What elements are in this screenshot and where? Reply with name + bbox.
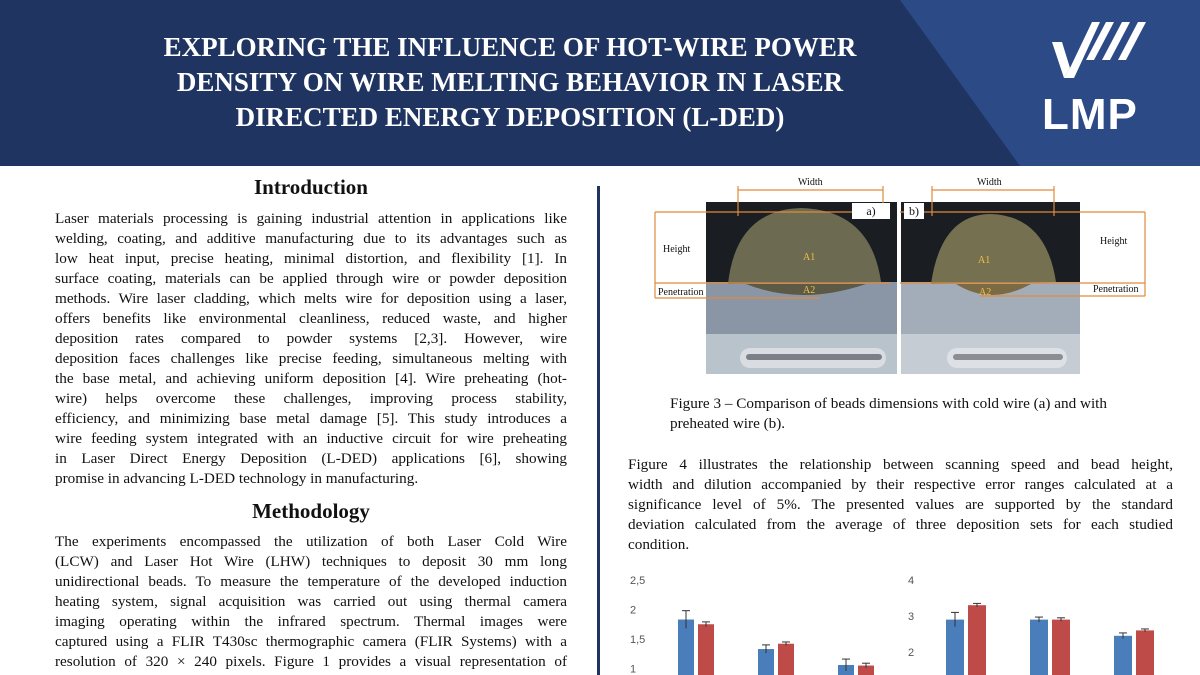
text-line: (LCW) and Laser Hot Wire (LHW) techniques to deposit 30 mm long	[55, 553, 567, 570]
y-tick-label: 4	[908, 575, 915, 587]
text-line: deposition rates compared to powder systems [2,3]. However, wire	[55, 330, 567, 347]
height-label-b: Height	[1100, 236, 1128, 247]
figure3-dimension-lines	[640, 178, 1160, 378]
caption-line: Figure 3 – Comparison of beads dimensions with cold wire (a) and with	[670, 395, 1107, 412]
poster-title-line-1: EXPLORING THE INFLUENCE OF HOT-WIRE POWER	[163, 32, 857, 62]
area1-label-a: A1	[803, 252, 816, 263]
text-line: promise in advancing L-DED technology in manufacturing.	[55, 470, 419, 487]
width-label-a: Width	[798, 177, 823, 188]
poster-title-line-2: DENSITY ON WIRE MELTING BEHAVIOR IN LASER	[176, 67, 844, 97]
text-line: heating system, signal acquisition was carried out using thermal camera	[55, 593, 567, 610]
y-tick-label: 2	[908, 647, 915, 659]
area2-label-b: A2	[979, 287, 992, 298]
introduction-heading: Introduction	[254, 175, 368, 199]
bar	[1030, 620, 1048, 675]
figure3-caption	[670, 394, 1170, 434]
text-line: in Laser Direct Energy Deposition (L-DED) applications [6], showing	[55, 450, 567, 467]
text-line: significance level of 5%. The presented values are supported by the standard	[628, 496, 1173, 513]
text-line: welding, coating, and additive manufacturing due to its advantages such as	[55, 230, 567, 247]
bar	[1136, 630, 1154, 675]
text-line: Figure 4 illustrates the relationship between scanning speed and bead height,	[628, 456, 1173, 473]
text-line: The experiments encompassed the utilization of both Laser Cold Wire	[55, 533, 567, 550]
bar	[1052, 620, 1070, 675]
introduction-text	[55, 209, 567, 489]
bar	[1114, 636, 1132, 675]
text-line: wire feeding system integrated with an inductive circuit for wire preheating	[55, 430, 567, 447]
methodology-text	[55, 532, 567, 672]
bead-height-chart	[620, 568, 895, 675]
height-label-a: Height	[663, 244, 691, 255]
text-line: unidirectional beads. To measure the temperature of the developed induction	[55, 573, 567, 590]
text-line: deposition faces challenges like precise feeding, simultaneous melting with	[55, 350, 567, 367]
width-label-b: Width	[977, 177, 1002, 188]
figure4-description	[628, 455, 1173, 555]
poster-title-line-3: DIRECTED ENERGY DEPOSITION (L-DED)	[235, 102, 785, 132]
text-line: efficiency, and minimizing base metal damage [5]. This study introduces a	[55, 410, 567, 427]
area1-label-b: A1	[978, 255, 991, 266]
panel-a-label: a)	[852, 203, 890, 219]
area2-label-a: A2	[803, 285, 816, 296]
lmp-logo-mark-icon	[1040, 20, 1160, 90]
y-tick-label: 2	[630, 604, 637, 617]
penetration-label-b: Penetration	[1093, 284, 1139, 295]
text-line: offers benefits like environmental cleanliness, reduced waste, and higher	[55, 310, 567, 327]
text-line: width and dilution accompanied by their respective error ranges calculated at a	[628, 476, 1173, 493]
lmp-logo-text: LMP	[1042, 90, 1138, 139]
bar	[968, 605, 986, 675]
text-line: methods. Wire laser cladding, which melts wire for deposition using a laser,	[55, 290, 567, 307]
text-line: surface coating, materials can be applied through wire or powder deposition	[55, 270, 567, 287]
text-line: Laser materials processing is gaining industrial attention in applications like	[55, 210, 567, 227]
methodology-heading: Methodology	[252, 499, 370, 523]
text-line: low heat input, precise heating, minimal distortion, and flexibility [1]. In	[55, 250, 567, 267]
text-line: condition.	[628, 536, 690, 553]
y-tick-label: 2,5	[630, 575, 646, 587]
bar	[698, 624, 714, 675]
caption-line: preheated wire (b).	[670, 415, 786, 432]
column-divider	[597, 186, 600, 675]
y-tick-label: 3	[908, 611, 915, 623]
penetration-label-a: Penetration	[658, 287, 704, 298]
text-line: resolution of 320 × 240 pixels. Figure 1 provides a visual representation of	[55, 653, 567, 670]
bead-width-chart	[900, 568, 1180, 675]
poster-header	[0, 0, 1200, 166]
text-line: wire) helps overcome these challenges, improving process stability,	[55, 390, 567, 407]
bar	[946, 620, 964, 675]
text-line: the base metal, and achieving uniform deposition [4]. Wire preheating (hot-	[55, 370, 567, 387]
bar	[778, 644, 794, 675]
y-tick-label: 1,5	[630, 634, 646, 646]
y-tick-label: 1	[630, 663, 637, 675]
panel-b-label: b)	[904, 203, 924, 219]
text-line: deviation calculated from the average of three deposition sets for each studied	[628, 516, 1173, 533]
text-line: imaging operating within the infrared spectrum. Thermal images were	[55, 613, 567, 630]
text-line: captured using a FLIR T430sc thermographic camera (FLIR Systems) with a	[55, 633, 567, 650]
